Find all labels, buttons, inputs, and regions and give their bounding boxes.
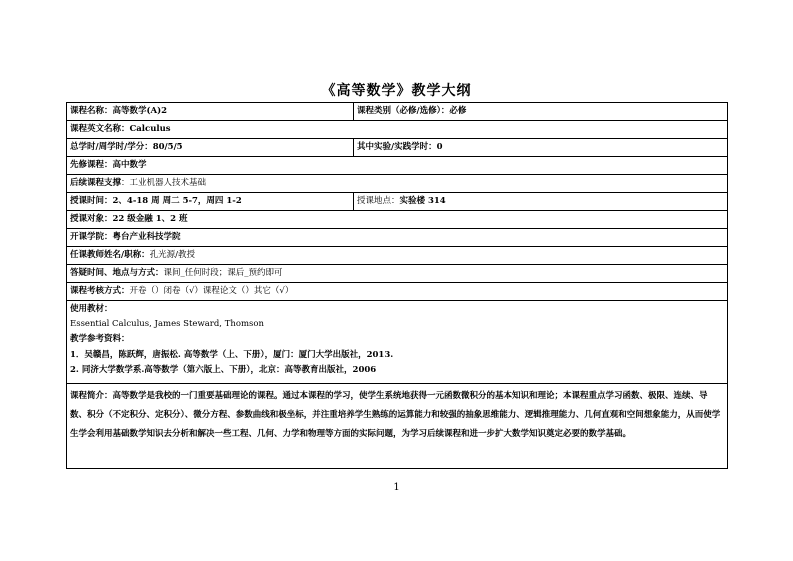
value-teacher: 孔光源/教授 bbox=[149, 250, 195, 261]
cell-textbook bbox=[67, 301, 728, 384]
value-hours: 80/5/5 bbox=[152, 142, 183, 153]
cell-lab-hours bbox=[354, 139, 728, 157]
row-textbook bbox=[67, 301, 728, 384]
value-english-name: Calculus bbox=[129, 124, 171, 135]
label-college: 开课学院： bbox=[70, 232, 113, 243]
cell-teacher bbox=[67, 247, 728, 265]
cell-schedule bbox=[67, 193, 354, 211]
label-intro: 课程简介： bbox=[70, 391, 113, 401]
label-textbook: 使用教材： bbox=[70, 304, 113, 314]
row-course-name bbox=[67, 103, 728, 121]
syllabus-table bbox=[66, 102, 728, 469]
cell-location bbox=[354, 193, 728, 211]
cell-followup bbox=[67, 175, 728, 193]
row-intro bbox=[67, 384, 728, 469]
value-college: 粤台产业科技学院 bbox=[112, 232, 181, 243]
row-followup bbox=[67, 175, 728, 193]
label-audience: 授课对象： bbox=[70, 214, 113, 225]
label-course-category: 课程类别（必修/选修）： bbox=[357, 106, 450, 117]
value-course-name: 高等数学(A)2 bbox=[112, 106, 168, 117]
value-prerequisite: 高中数学 bbox=[112, 160, 147, 171]
cell-hours bbox=[67, 139, 354, 157]
row-college bbox=[67, 229, 728, 247]
value-assessment: 开卷（）闭卷（√）课程论文（）其它（√） bbox=[129, 286, 294, 297]
row-teacher bbox=[67, 247, 728, 265]
row-qa bbox=[67, 265, 728, 283]
label-qa: 答疑时间、地点与方式： bbox=[70, 268, 164, 279]
value-textbook: Essential Calculus, James Steward, Thomson bbox=[70, 319, 264, 330]
reference-item: 2. 同济大学数学系.高等数学（第六版上、下册），北京：高等教育出版社，2006 bbox=[70, 364, 377, 375]
cell-qa bbox=[67, 265, 728, 283]
label-course-name: 课程名称： bbox=[70, 106, 113, 117]
row-assessment bbox=[67, 283, 728, 301]
label-followup: 后续课程支撑 bbox=[70, 178, 122, 189]
value-intro: 高等数学是我校的一门重要基础理论的课程。通过本课程的学习，使学生系统地获得一元函数微积分的基本知识和理论；本课程重点学习函数、极限、连续、导数、积分（不定积分、定积分）、微分方程、参数曲线和极坐标，并注重培养学生熟练的运算能力和较强的抽象思维能力、逻辑推理能力、几何直观和空间想象能力，从而使学生学会利用基础数学知识去分析和解决一些工程、几何、力学和物理等方面的实际问题，为学习后续课程和进一步扩大数学知识奠定必要的数学基础。 bbox=[70, 391, 721, 439]
cell-course-category bbox=[354, 103, 728, 121]
row-prerequisite bbox=[67, 157, 728, 175]
row-english-name bbox=[67, 121, 728, 139]
label-references: 教学参考资料： bbox=[70, 334, 130, 345]
label-english-name: 课程英文名称： bbox=[70, 124, 130, 135]
label-location: 授课地点： bbox=[357, 196, 400, 207]
row-hours bbox=[67, 139, 728, 157]
reference-item: 1．吴赣昌，陈跃辉，唐振松. 高等数学（上、下册），厦门：厦门大学出版社，2013. bbox=[70, 349, 394, 360]
document-title: 《高等数学》教学大纲 bbox=[321, 83, 472, 99]
label-lab-hours: 其中实验/实践学时： bbox=[357, 142, 437, 153]
label-teacher: 任课教师姓名/职称： bbox=[70, 250, 150, 261]
cell-intro bbox=[67, 384, 728, 469]
label-schedule: 授课时间： bbox=[70, 196, 113, 207]
cell-english-name bbox=[67, 121, 728, 139]
cell-prerequisite bbox=[67, 157, 728, 175]
label-hours: 总学时/周学时/学分： bbox=[70, 142, 153, 153]
value-lab-hours: 0 bbox=[436, 142, 443, 153]
cell-audience bbox=[67, 211, 728, 229]
row-schedule bbox=[67, 193, 728, 211]
cell-assessment bbox=[67, 283, 728, 301]
cell-course-name bbox=[67, 103, 354, 121]
value-course-category: 必修 bbox=[449, 106, 467, 117]
value-location: 实验楼 314 bbox=[399, 196, 446, 207]
page-number: 1 bbox=[393, 482, 400, 493]
value-qa: 课间_任何时段；课后_预约即可 bbox=[163, 268, 283, 279]
label-prerequisite: 先修课程： bbox=[70, 160, 113, 171]
value-followup: ：工业机器人技术基础 bbox=[121, 178, 207, 189]
value-schedule: 2、4-18 周 周二 5-7，周四 1-2 bbox=[112, 196, 242, 207]
value-audience: 22 级金融 1、2 班 bbox=[112, 214, 188, 225]
row-audience bbox=[67, 211, 728, 229]
cell-college bbox=[67, 229, 728, 247]
label-assessment: 课程考核方式： bbox=[70, 286, 130, 297]
